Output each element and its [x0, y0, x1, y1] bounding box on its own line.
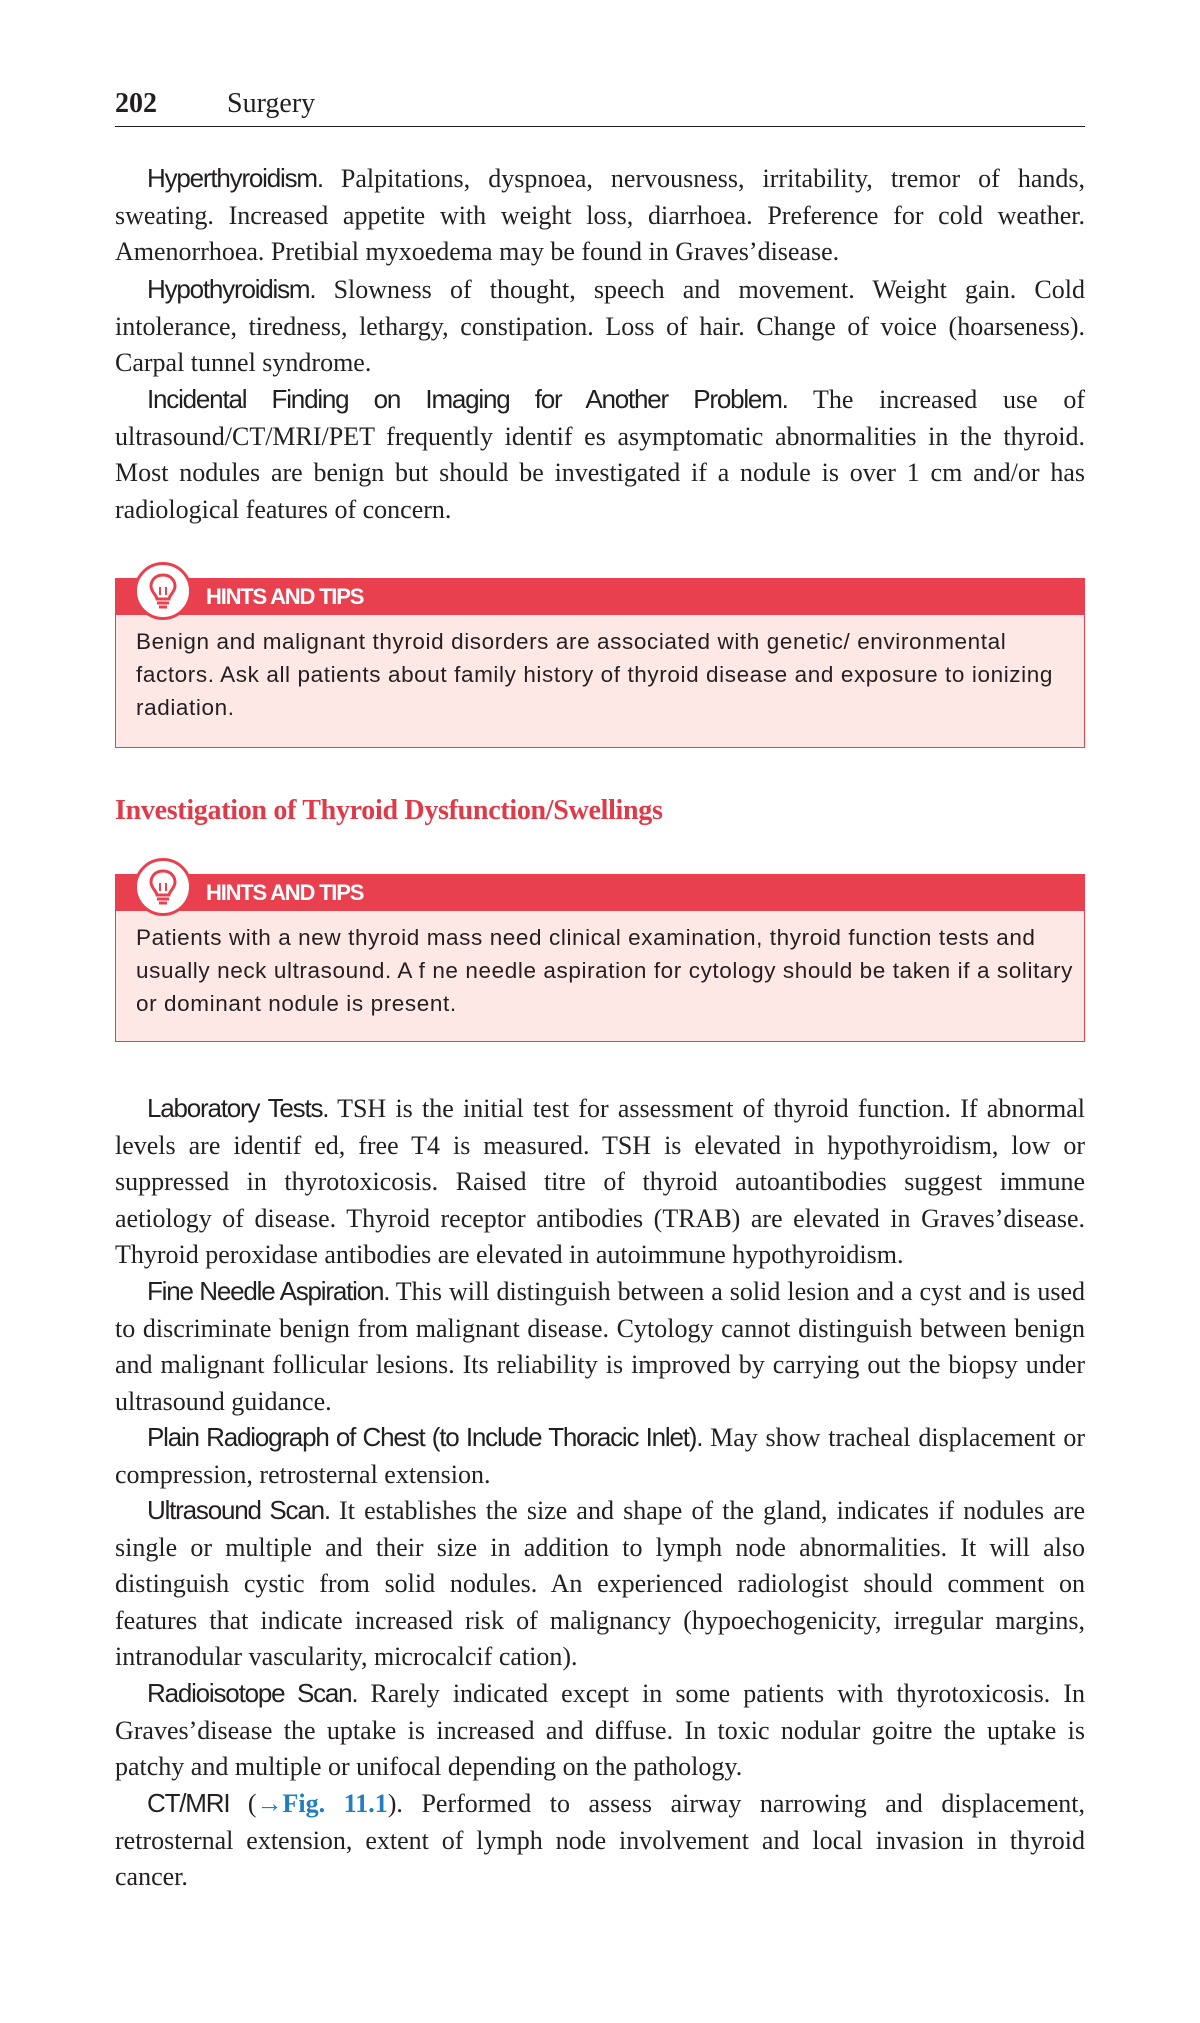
page-header: [115, 88, 1085, 127]
paragraph-ultrasound-scan: [115, 1492, 1085, 1676]
run-in-heading: Incidental Finding on Imaging for Another Problem.: [147, 384, 788, 414]
hint-text: Benign and malignant thyroid disorders are associated with genetic/ environmental factors. Ask all patients about family history of thyroid disease and exposure to ionizing radiation.: [136, 629, 1053, 720]
run-in-heading: Hypothyroidism.: [147, 274, 316, 304]
run-in-heading: CT/MRI: [147, 1788, 230, 1818]
run-in-heading: Hyperthyroidism.: [147, 163, 323, 193]
paragraph-plain-radiograph: [115, 1419, 1085, 1493]
paragraph-text: Palpitations, dyspnoea, nervousness, irritability, tremor of hands, sweating. Increased appetite with weight loss, diarrhoea. Preference for cold weather. Amenorrhoea. Pretibial myxoedema may be found in Graves’disease.: [115, 164, 1085, 266]
paragraph-text: TSH is the initial test for assessment of thyroid function. If abnormal levels are identif ed, free T4 is measured. TSH is elevated in hypothyroidism, low or suppressed in thyrotoxicosis. Raised titre of thyroid autoantibodies suggest immune aetiology of disease. Thyroid receptor antibodies (TRAB) are elevated in Graves’disease. Thyroid peroxidase antibodies are elevated in autoimmune hypothyroidism.: [115, 1094, 1085, 1269]
lightbulb-icon: [134, 858, 192, 916]
run-in-heading: Ultrasound Scan.: [147, 1495, 330, 1525]
page-number: 202: [115, 88, 157, 119]
paragraph-text: The increased use of ultrasound/CT/MRI/PET frequently identif es asymptomatic abnormalities in the thyroid. Most nodules are benign but should be investigated if a nodule is over 1 cm and/or has radiological features of concern.: [115, 385, 1086, 524]
lightbulb-icon: [134, 562, 192, 620]
run-in-heading: Laboratory Tests.: [147, 1093, 329, 1123]
run-in-heading: Fine Needle Aspiration.: [147, 1276, 390, 1306]
paragraph-hypothyroidism: [115, 271, 1085, 382]
hint-title: HINTS AND TIPS: [206, 584, 364, 609]
hints-and-tips-box: [115, 874, 1085, 1042]
paragraph-text: (: [229, 1789, 257, 1818]
paragraph-hyperthyroidism: [115, 160, 1085, 271]
run-in-heading: Plain Radiograph of Chest (to Include Thoracic Inlet).: [147, 1422, 703, 1452]
running-title: Surgery: [227, 88, 316, 119]
paragraph-ct-mri: [115, 1785, 1085, 1896]
paragraph-text: Rarely indicated except in some patients with thyrotoxicosis. In Graves’disease the uptake is increased and diffuse. In toxic nodular goitre the uptake is patchy and multiple or unifocal depending on the pathology.: [115, 1679, 1085, 1781]
figure-link[interactable]: →Fig. 11.1: [256, 1789, 388, 1818]
hint-text: Patients with a new thyroid mass need clinical examination, thyroid function tests and usually neck ultrasound. A f ne needle aspiration for cytology should be taken if a solitary or dominant nodule is present.: [136, 925, 1073, 1016]
hint-title: HINTS AND TIPS: [206, 880, 364, 905]
paragraph-text: Slowness of thought, speech and movement. Weight gain. Cold intolerance, tiredness, lethargy, constipation. Loss of hair. Change of voice (hoarseness). Carpal tunnel syndrome.: [115, 275, 1085, 377]
paragraph-text: ). Performed to assess airway narrowing and displacement, retrosternal extension, extent of lymph node involvement and local invasion in thyroid cancer.: [115, 1789, 1086, 1891]
section-title: Investigation of Thyroid Dysfunction/Swellings: [115, 795, 663, 826]
hints-and-tips-box: [115, 578, 1085, 748]
paragraph-text: This will distinguish between a solid lesion and a cyst and is used to discriminate benign from malignant disease. Cytology cannot distinguish between benign and malignant follicular lesions. Its reliability is improved by carrying out the biopsy under ultrasound guidance.: [115, 1277, 1085, 1416]
paragraph-fine-needle-aspiration: [115, 1273, 1085, 1420]
run-in-heading: Radioisotope Scan.: [147, 1678, 358, 1708]
paragraph-text: May show tracheal displacement or compression, retrosternal extension.: [115, 1423, 1085, 1489]
paragraph-radioisotope-scan: [115, 1675, 1085, 1786]
paragraph-laboratory-tests: [115, 1090, 1085, 1274]
paragraph-incidental-finding: [115, 381, 1085, 528]
paragraph-text: It establishes the size and shape of the gland, indicates if nodules are single or multiple and their size in addition to lymph node abnormalities. It will also distinguish cystic from solid nodules. An experienced radiologist should comment on features that indicate increased risk of malignancy (hypoechogenicity, irregular margins, intranodular vascularity, microcalcif cation).: [115, 1496, 1085, 1671]
